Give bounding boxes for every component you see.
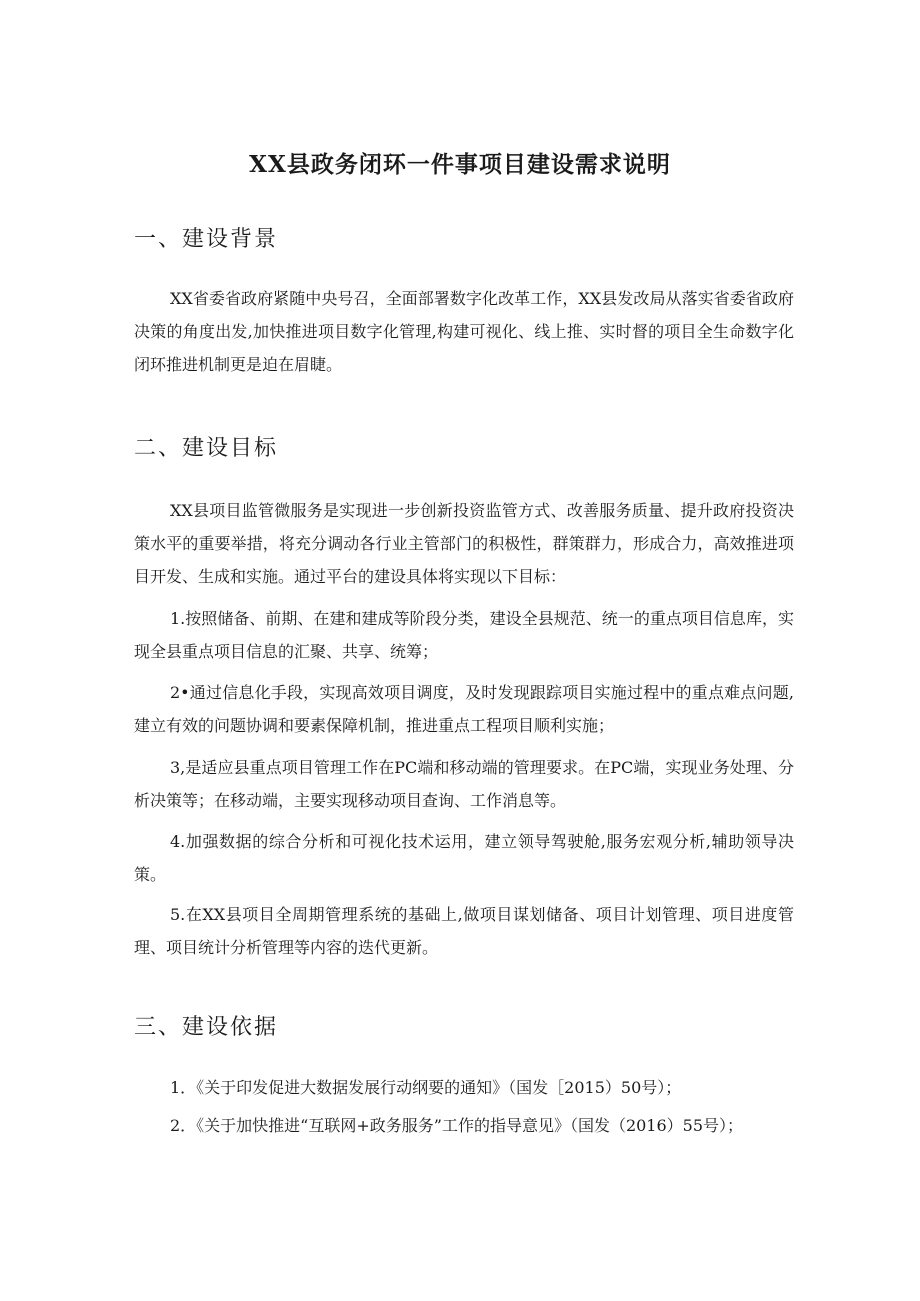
- section-paragraph: XX省委省政府紧随中央号召，全面部署数字化改革工作，XX县发改局从落实省委省政府决策的角度出发,加快推进项目数字化管理,构建可视化、线上推、实时督的项目全生命数字化闭环推进机制更是迫在眉睫。: [134, 289, 794, 374]
- goal-item-4: 4.加强数据的综合分析和可视化技术运用，建立领导驾驶舱,服务宏观分析,辅助领导决策。: [134, 832, 794, 884]
- section-heading-background: 一、建设背景: [134, 227, 279, 252]
- goal-item-3: 3,是适应县重点项目管理工作在PC端和移动端的管理要求。在PC端，实现业务处理、分析决策等；在移动端，主要实现移动项目查询、工作消息等。: [134, 758, 794, 810]
- section-heading-goals: 二、建设目标: [134, 436, 279, 461]
- document-title: XX县政务闭环一件事项目建设需求说明: [249, 151, 671, 178]
- goal-item-2: 2•通过信息化手段，实现高效项目调度，及时发现跟踪项目实施过程中的重点难点问题,建立有效的问题协调和要素保障机制，推进重点工程项目顺利实施；: [134, 683, 794, 735]
- basis-item-2: 2．《关于加快推进“互联网+政务服务”工作的指导意见》（国发（2016）55号）；: [170, 1116, 744, 1135]
- goal-item-5: 5.在XX县项目全周期管理系统的基础上,做项目谋划储备、项目计划管理、项目进度管理、项目统计分析管理等内容的迭代更新。: [134, 905, 794, 957]
- section-heading-basis: 三、建设依据: [134, 1015, 279, 1040]
- goal-item-1: 1.按照储备、前期、在建和建成等阶段分类，建设全县规范、统一的重点项目信息库，实现全县重点项目信息的汇聚、共享、统筹；: [134, 609, 794, 661]
- section-paragraph: XX县项目监管微服务是实现进一步创新投资监管方式、改善服务质量、提升政府投资决策水平的重要举措，将充分调动各行业主管部门的积极性，群策群力，形成合力，高效推进项目开发、生成和实施。通过平台的建设具体将实现以下目标：: [134, 501, 794, 586]
- basis-item-1: 1．《关于印发促进大数据发展行动纲要的通知》（国发［2015）50号）；: [170, 1078, 682, 1097]
